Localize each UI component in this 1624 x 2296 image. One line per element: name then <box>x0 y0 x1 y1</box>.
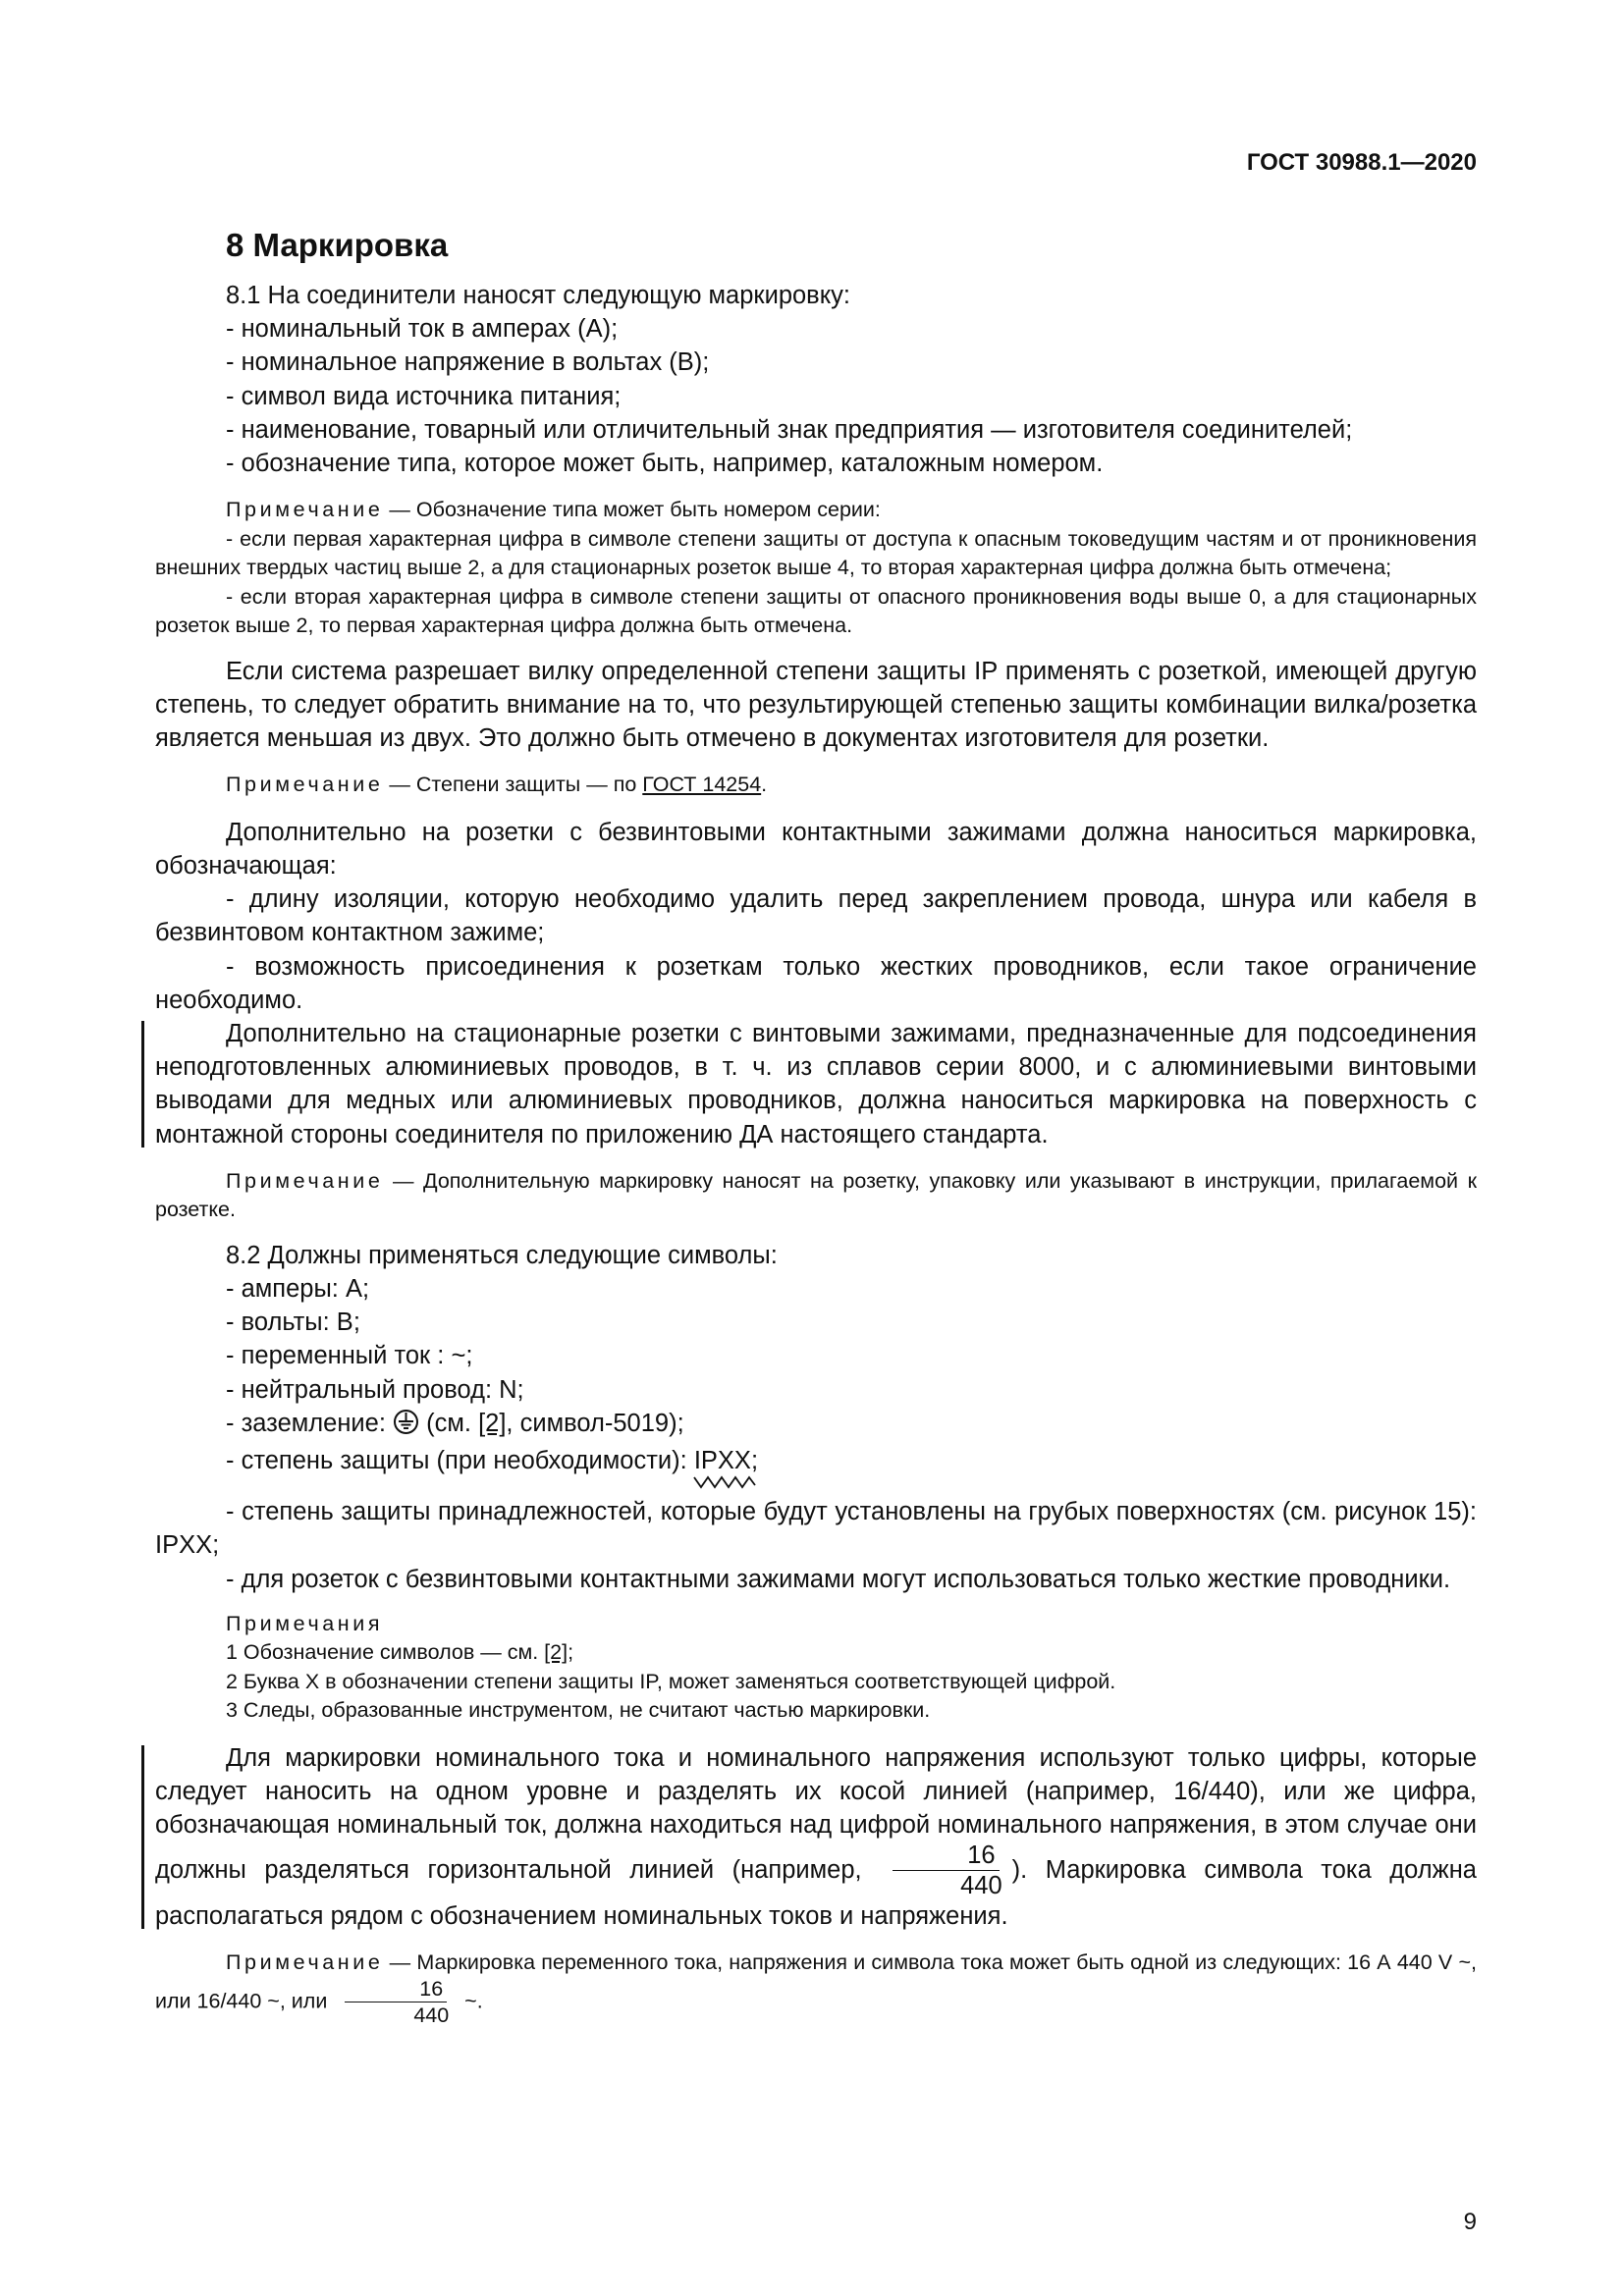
paragraph-current-marking: Для маркировки номинального тока и номинального напряжения используют только цифры, которые следует наносить на одном уровне и разделять их косой линией (например, 16/440), или же цифра, обозначающая номинальный ток, должна находиться над цифрой номинального напряжения, в этом случае они должны разделяться горизонтальной линией (например, $\frac{16}{440}$ ). Маркировка символа тока должна располагаться рядом с обозначением номинальных токов и напряжения. <box>155 1741 1477 1933</box>
list-item: - степень защиты принадлежностей, которые будут установлены на грубых поверхностях (см. рисунок 15): IPXX; <box>155 1498 1477 1560</box>
list-item: - переменный ток : ~; <box>226 1342 473 1370</box>
note-item: 1 Обозначение символов — см. [2]; <box>226 1640 574 1665</box>
note-label: Примечание <box>226 498 384 522</box>
standard-reference-link[interactable]: ГОСТ 14254 <box>642 773 762 797</box>
list-item: - нейтральный провод: N; <box>226 1375 524 1404</box>
paragraph-ip-combination: Если система разрешает вилку определенной степени защиты IP применять с розеткой, имеющей другую степень, то следует обратить внимание на то, что результирующей степенью защиты комбинации вилка/розетка является меньшая из двух. Это должно быть отмечено в документах изготовителя для розетки. <box>155 657 1477 753</box>
clause-8-2-intro: 8.2 Должны применяться следующие символы: <box>226 1241 778 1269</box>
bibliography-reference-link[interactable]: [2] <box>478 1409 507 1437</box>
note-protection-degrees: Примечание — Степени защиты — по ГОСТ 14254. <box>226 773 768 797</box>
note-additional-marking: Примечание — Дополнительную маркировку наносят на розетку, упаковку или указывают в инструкции, прилагаемой к розетке. <box>155 1168 1477 1222</box>
list-item: - для розеток с безвинтовыми контактными зажимами могут использоваться только жесткие проводники. <box>226 1565 1451 1593</box>
notes-label: Примечания <box>226 1611 384 1635</box>
page-number: 9 <box>1463 2209 1477 2235</box>
list-item: - амперы: А; <box>226 1275 370 1304</box>
list-item: - возможность присоединения к розеткам только жестких проводников, если такое ограничение необходимо. <box>155 952 1477 1014</box>
list-item: - номинальный ток в амперах (А); <box>226 315 619 344</box>
note-label: Примечание <box>226 773 384 797</box>
clause-8-2 <box>155 1239 1477 1596</box>
wave-underline-icon <box>692 1475 757 1489</box>
note-label: Примечание <box>226 1168 384 1193</box>
note-item: 2 Буква X в обозначении степени защиты IP, может заменяться соответствующей цифрой. <box>226 1669 1116 1693</box>
list-item-ip: - степень защиты (при необходимости): IPXX ; <box>155 1444 1477 1489</box>
ip-symbol: IPXX <box>694 1444 751 1489</box>
list-item: - номинальное напряжение в вольтах (В); <box>226 348 710 377</box>
notes-symbols <box>155 1610 1477 1726</box>
section-title: 8 Маркировка <box>226 227 449 263</box>
note-item: - если вторая характерная цифра в символе степени защиты от опасного проникновения воды выше 0, а для стационарных розеток выше 2, то первая характерная цифра должна быть отмечена. <box>155 584 1477 638</box>
list-item: - наименование, товарный или отличительный знак предприятия — изготовителя соединителей; <box>226 415 1353 444</box>
note-item: - если первая характерная цифра в символе степени защиты от доступа к опасным токоведущим частям и от проникновения внешних твердых частиц выше 2, а для стационарных розеток выше 4, то вторая характерная цифра должна быть отмечена; <box>155 526 1477 580</box>
fraction-example: $\frac{16}{440}$ <box>886 1842 1006 1900</box>
protective-earth-icon <box>393 1409 419 1444</box>
note-text: — Обозначение типа может быть номером серии: <box>383 498 881 522</box>
document-header: ГОСТ 30988.1—2020 <box>1246 149 1477 176</box>
list-item: - вольты: В; <box>226 1308 360 1337</box>
note-type-designation <box>155 496 1477 641</box>
fraction-example: $\frac{16}{440}$ <box>339 1978 453 2027</box>
paragraph-screwless: Дополнительно на розетки с безвинтовыми контактными зажимами должна наноситься маркировка, обозначающая: <box>155 818 1477 881</box>
list-item: - длину изоляции, которую необходимо удалить перед закреплением провода, шнура или кабеля в безвинтовом контактном зажиме; <box>155 885 1477 947</box>
clause-8-1 <box>155 279 1477 480</box>
bibliography-reference-link[interactable]: [2] <box>544 1640 568 1665</box>
note-item: 3 Следы, образованные инструментом, не считают частью маркировки. <box>226 1698 931 1723</box>
list-item: - обозначение типа, которое может быть, например, каталожным номером. <box>226 450 1104 478</box>
list-item: - символ вида источника питания; <box>226 382 622 410</box>
note-label: Примечание <box>226 1950 384 1975</box>
note-ac-marking: Примечание — Маркировка переменного тока, напряжения и символа тока может быть одной из следующих: 16 А 440 V ~, или 16/440 ~, или $\frac{16}{440}$ ~. <box>155 1950 1477 2028</box>
clause-8-1-intro: 8.1 На соединители наносят следующую маркировку: <box>226 282 851 309</box>
paragraph-aluminium: Дополнительно на стационарные розетки с винтовыми зажимами, предназначенные для подсоединения неподготовленных алюминиевых проводов, в т. ч. из сплавов серии 8000, и с алюминиевыми винтовыми выводами для медных или алюминиевых проводников, должна наноситься маркировка на поверхность с монтажной стороны соединителя по приложению ДА настоящего стандарта. <box>155 1017 1477 1151</box>
page-content <box>155 222 1477 2027</box>
list-item-earth: - заземление: (см. [2], символ-5019); <box>155 1407 1477 1444</box>
